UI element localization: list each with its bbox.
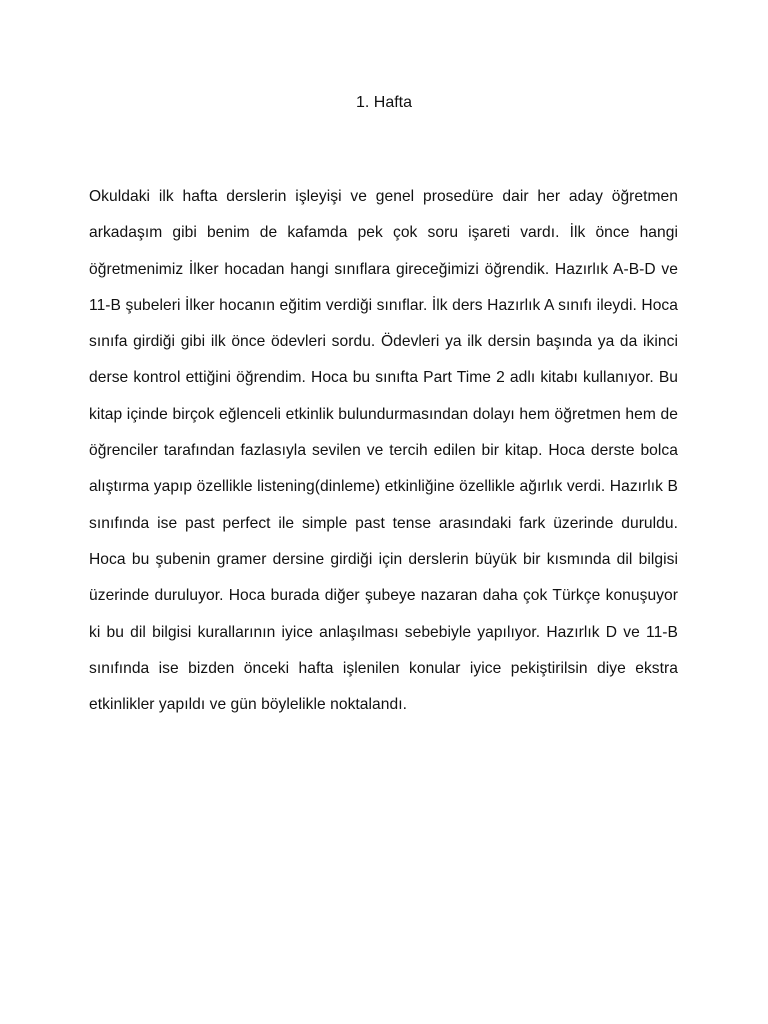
document-title: 1. Hafta [355, 94, 413, 111]
body-paragraph: Okuldaki ilk hafta derslerin işleyişi ve genel prosedüre dair her aday öğretmen arkadaşım gibi benim de kafamda pek çok soru işareti vardı. İlk önce hangi öğretmenimiz İlker hocadan hangi sınıflara gireceğimizi öğrendik. Hazırlık A-B-D ve 11-B şubeleri İlker hocanın eğitim verdiği sınıflar. İlk ders Hazırlık A sınıfı ileydi. Hoca sınıfa girdiği gibi ilk önce ödevleri sordu. Ödevleri ya ilk dersin başında ya da ikinci derse kontrol ettiğini öğrendim. Hoca bu sınıfta Part Time 2 adlı kitabı kullanıyor. Bu kitap içinde birçok eğlenceli etkinlik bulundurmasından dolayı hem öğretmen hem de öğrenciler tarafından fazlasıyla sevilen ve tercih edilen bir kitap. Hoca derste bolca alıştırma yapıp özellikle listening(dinleme) etkinliğine özellikle ağırlık verdi. Hazırlık B sınıfında ise past perfect ile simple past tense arasındaki fark üzerinde duruldu. Hoca bu şubenin gramer dersine girdiği için derslerin büyük bir kısmında dil bilgisi üzerinde duruluyor. Hoca burada diğer şubeye nazaran daha çok Türkçe konuşuyor ki bu dil bilgisi kurallarının iyice anlaşılması sebebiyle yapılıyor. Hazırlık D ve 11-B sınıfında ise bizden önceki hafta işlenilen konular iyice pekiştirilsin diye ekstra etkinlikler yapıldı ve gün böylelikle noktalandı. [89, 188, 678, 714]
